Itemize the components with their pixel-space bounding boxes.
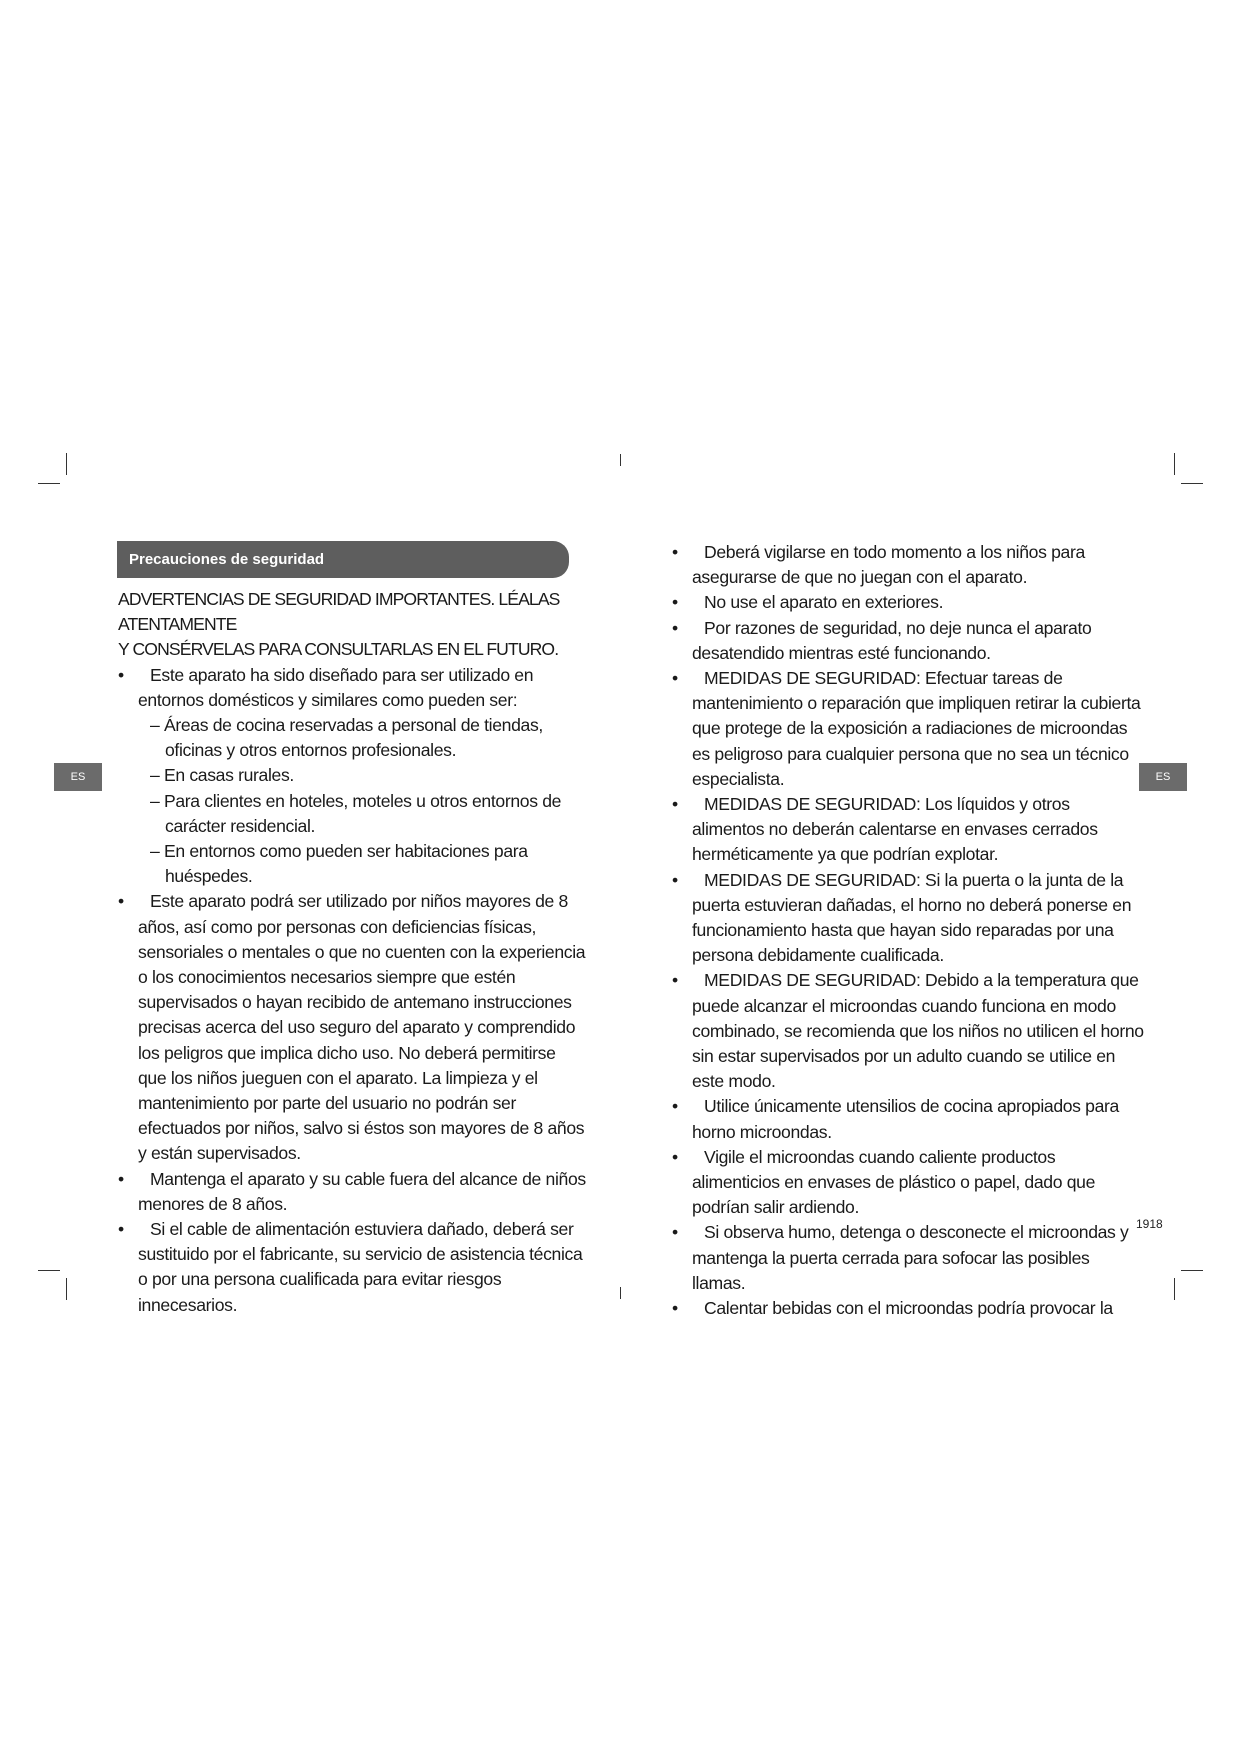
bullet-icon: • <box>672 1222 678 1243</box>
list-item <box>672 868 1144 969</box>
list-item-text: MEDIDAS DE SEGURIDAD: Debido a la temperatura que puede alcanzar el microondas cuando funciona en modo combinado, se recomienda que los niños no utilicen el horno sin estar supervisados por un adulto cuando se utilice en este modo. <box>692 970 1144 1092</box>
list-item <box>118 663 586 713</box>
crop-mark <box>38 1270 60 1271</box>
page-number: 1918 <box>1136 1217 1163 1231</box>
bullet-icon: • <box>672 668 678 689</box>
list-item <box>672 968 1144 1094</box>
bullet-icon: • <box>118 1168 124 1189</box>
list-item <box>672 1220 1144 1296</box>
right-column <box>672 540 1144 1321</box>
bullet-icon: • <box>672 794 678 815</box>
list-item <box>118 889 586 1166</box>
bullet-icon: • <box>672 1298 678 1319</box>
safety-title <box>118 587 586 663</box>
bullet-icon: • <box>672 970 678 991</box>
left-column <box>118 587 586 1318</box>
safety-title-line: ADVERTENCIAS DE SEGURIDAD IMPORTANTES. LÉALAS ATENTAMENTE <box>118 589 560 635</box>
bullet-icon: • <box>672 617 678 638</box>
bullet-icon: • <box>672 869 678 890</box>
sub-list <box>118 713 586 889</box>
crop-mark <box>620 1287 621 1299</box>
list-item-text: MEDIDAS DE SEGURIDAD: Si la puerta o la junta de la puerta estuvieran dañadas, el horno no deberá ponerse en funcionamiento hasta que hayan sido reparadas por una persona debidamente cualificada. <box>692 869 1132 966</box>
list-item-text: Calentar bebidas con el microondas podría provocar la <box>704 1298 1113 1319</box>
crop-mark <box>38 483 60 484</box>
list-item <box>118 1167 586 1217</box>
list-item-text: Mantenga el aparato y su cable fuera del alcance de niños menores de 8 años. <box>138 1168 586 1214</box>
bullet-icon: • <box>118 1219 124 1240</box>
bullet-icon: • <box>672 1096 678 1117</box>
list-item-text: Si observa humo, detenga o desconecte el microondas y mantenga la puerta cerrada para sofocar las posibles llamas. <box>692 1222 1129 1293</box>
list-item <box>672 1094 1144 1144</box>
list-item <box>672 666 1144 792</box>
list-item-text: Por razones de seguridad, no deje nunca el aparato desatendido mientras esté funcionando. <box>692 617 1092 663</box>
crop-mark <box>1181 1270 1203 1271</box>
crop-mark <box>620 454 621 466</box>
list-item-text: Deberá vigilarse en todo momento a los niños para asegurarse de que no juegan con el aparato. <box>692 542 1085 588</box>
list-item-text: No use el aparato en exteriores. <box>704 592 944 613</box>
bullet-icon: • <box>118 891 124 912</box>
crop-mark <box>1174 453 1175 475</box>
list-item-text: Si el cable de alimentación estuviera dañado, deberá ser sustituido por el fabricante, su servicio de asistencia técnica o por una persona cualificada para evitar riesgos innecesarios. <box>138 1219 583 1315</box>
list-item-text: MEDIDAS DE SEGURIDAD: Los líquidos y otros alimentos no deberán calentarse en envases cerrados herméticamente ya que podrían explotar. <box>692 794 1098 865</box>
bullet-icon: • <box>672 542 678 562</box>
list-item-text: Utilice únicamente utensilios de cocina apropiados para horno microondas. <box>692 1096 1119 1142</box>
bullet-icon: • <box>672 1146 678 1167</box>
safety-title-line: Y CONSÉRVELAS PARA CONSULTARLAS EN EL FUTURO. <box>118 639 559 660</box>
crop-mark <box>66 453 67 475</box>
list-item <box>672 792 1144 868</box>
sub-list-item: – En casas rurales. <box>150 765 294 786</box>
list-item-text: Este aparato podrá ser utilizado por niños mayores de 8 años, así como por personas con deficiencias físicas, sensoriales o mentales o que no cuenten con la experiencia o los conocimientos necesarios siempre que estén supervisados o hayan recibido de antemano instrucciones precisas acerca del uso seguro del aparato y comprendido los peligros que implica dicho uso. No deberá permitirse que los niños jueguen con el aparato. La limpieza y el mantenimiento por parte del usuario no podrán ser efectuados por niños, salvo si éstos son mayores de 8 años y están supervisados. <box>138 891 586 1164</box>
list-item <box>672 590 1144 615</box>
section-header: Precauciones de seguridad <box>117 541 569 578</box>
list-item <box>672 1296 1144 1321</box>
crop-mark <box>1181 483 1203 484</box>
bullet-icon: • <box>672 592 678 613</box>
language-tab-left: ES <box>54 763 102 791</box>
list-item-text: MEDIDAS DE SEGURIDAD: Efectuar tareas de mantenimiento o reparación que impliquen retirar la cubierta que protege de la exposición a radiaciones de microondas es peligroso para cualquier persona que no sea un técnico especialista. <box>692 668 1141 789</box>
language-tab-right: ES <box>1139 763 1187 791</box>
sub-list-item: – Para clientes en hoteles, moteles u otros entornos de carácter residencial. <box>150 790 562 836</box>
list-item-text: Este aparato ha sido diseñado para ser utilizado en entornos domésticos y similares como pueden ser: <box>138 664 534 710</box>
list-item <box>672 1145 1144 1221</box>
list-item-text: Vigile el microondas cuando caliente productos alimenticios en envases de plástico o papel, dado que podrían salir ardiendo. <box>692 1146 1096 1218</box>
bullet-icon: • <box>118 664 124 685</box>
list-item <box>672 540 1144 590</box>
list-item <box>118 1217 586 1318</box>
crop-mark <box>1174 1278 1175 1300</box>
list-item <box>672 616 1144 666</box>
sub-list-item: – Áreas de cocina reservadas a personal de tiendas, oficinas y otros entornos profesionales. <box>150 715 543 761</box>
crop-mark <box>66 1278 67 1300</box>
sub-list-item: – En entornos como pueden ser habitaciones para huéspedes. <box>150 841 528 887</box>
